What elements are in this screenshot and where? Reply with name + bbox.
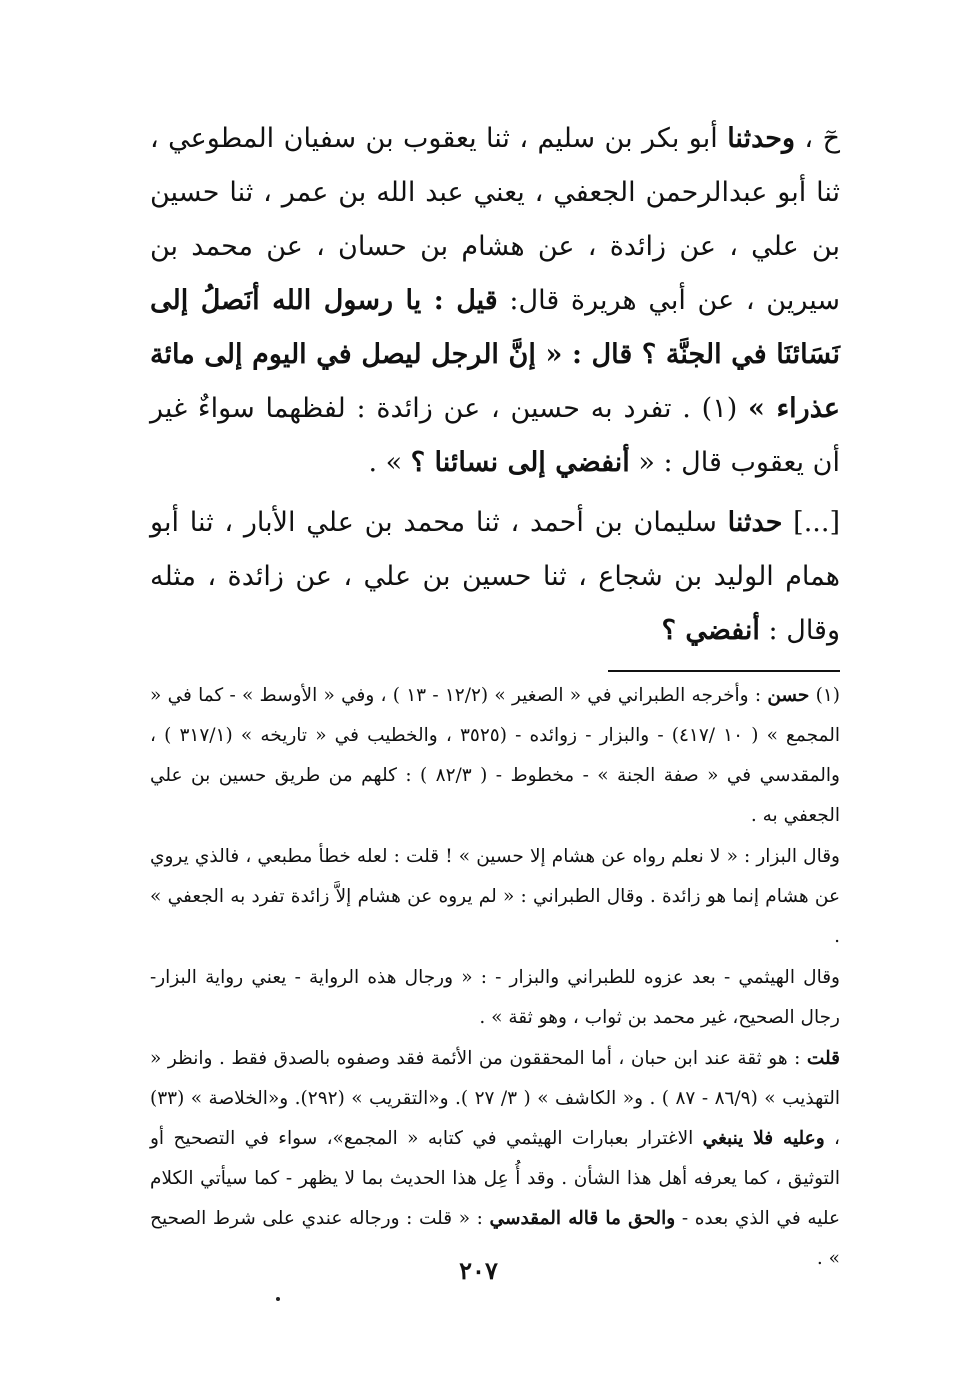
text-run: الاغترار بعبارات الهيثمي في كتابه « المجمع»، سواء في التصحيح أو التوثيق ، كما يعرفه أهل هذا الشأن . وقد أُ عِل هذا الحديث بما لا يظهر - كما سيأتي الكلام عليه في الذي بعده - xyxy=(150,1128,840,1229)
bold-text: وعليه فلا ينبغي xyxy=(702,1128,825,1149)
hadith-paragraph-2 xyxy=(150,496,840,658)
text-run: (١) xyxy=(809,685,841,706)
text-run: حٓ ، xyxy=(795,123,840,154)
text-run: (١) . تفرد به حسين ، عن زائدة : لفظهما سواءٌ غير أن يعقوب قال : « xyxy=(150,393,840,478)
text-run: » . xyxy=(368,447,411,478)
page-number: ٢٠٧ xyxy=(459,1256,498,1285)
text-run: [...] xyxy=(782,507,840,538)
bold-text: أنفضي ؟ xyxy=(661,615,760,646)
scan-speck xyxy=(276,1297,280,1301)
bold-text: قلت xyxy=(806,1048,840,1069)
hadith-paragraph-1 xyxy=(150,112,840,490)
footnote-paragraph-3: وقال الهيثمي - بعد عزوه للطبراني والبزار - : « ورجال هذه الرواية - يعني رواية البزار- رجال الصحيح، غير محمد بن ثواب ، وهو ثقة » . xyxy=(150,967,840,1028)
bold-text: حسن xyxy=(767,685,810,706)
bold-text: وحدثنا xyxy=(727,123,795,154)
bold-text: أنفضي إلى نسائنا ؟ xyxy=(410,447,630,478)
footnote-paragraph-2: وقال البزار : « لا نعلم رواه عن هشام إلا حسين » ! قلت : لعله خطأ مطبعي ، فالذي يروي عن هشام إنما هو زائدة . وقال الطبراني : « لم يروه عن هشام إلاَّ زائدة تفرد به الجعفي » . xyxy=(150,846,840,947)
bold-text: والحق ما قاله المقدسي xyxy=(489,1208,676,1229)
footnote-divider xyxy=(608,670,840,672)
text-run: : وأخرجه الطبراني في « الصغير » (١٢/٢ - ١٣ ) ، وفي « الأوسط » - كما في « المجمع » ( ١٠ /٤١٧) - والبزار - زوائده - (٣٥٢٥ ، والخطيب في « تاريخه » (٣١٧/١ ) ، والمقدسي في « صفة الجنة » - مخطوط - ( ٨٢/٣ ) : كلهم من طريق حسين بن علي الجعفي به . xyxy=(150,685,840,826)
text-run: : هو ثقة عند ابن حبان ، أما المحققون من الأئمة فقد وصفوه بالصدق فقط . وانظر « التهذيب » (٨٦/٩ - ٨٧ ) . و« الكاشف » ( ٣/ ٢٧ ). و«التقريب » (٢٩٢). و«الخلاصة » (٣٣) ، xyxy=(150,1048,840,1149)
hadith-matn: قيل : يا رسول الله أنَصلُ إلى نَسَائنَا في الجنَّة ؟ قال : « إنَّ الرجل ليصل في اليوم إلى مائة عذراء » xyxy=(150,285,841,424)
footnote-paragraph-4 xyxy=(150,1039,840,1279)
page-body xyxy=(150,112,840,1279)
text-run: : « قلت : ورجاله عندي على شرط الصحيح » . xyxy=(150,1208,840,1269)
text-run: أبو بكر بن سليم ، ثنا يعقوب بن سفيان المطوعي ، ثنا أبو عبدالرحمن الجعفي ، يعني عبد الله بن عمر ، ثنا حسين بن علي ، عن زائدة ، عن هشام بن حسان ، عن محمد بن سيرين ، عن أبي هريرة قال: xyxy=(150,123,841,316)
text-run: سليمان بن أحمد ، ثنا محمد بن علي الأبار ، ثنا أبو همام الوليد بن شجاع ، ثنا حسين بن علي ، عن زائدة ، مثله وقال : xyxy=(150,507,840,646)
bold-text: حدثنا xyxy=(727,507,783,538)
footnote-1 xyxy=(150,676,840,836)
